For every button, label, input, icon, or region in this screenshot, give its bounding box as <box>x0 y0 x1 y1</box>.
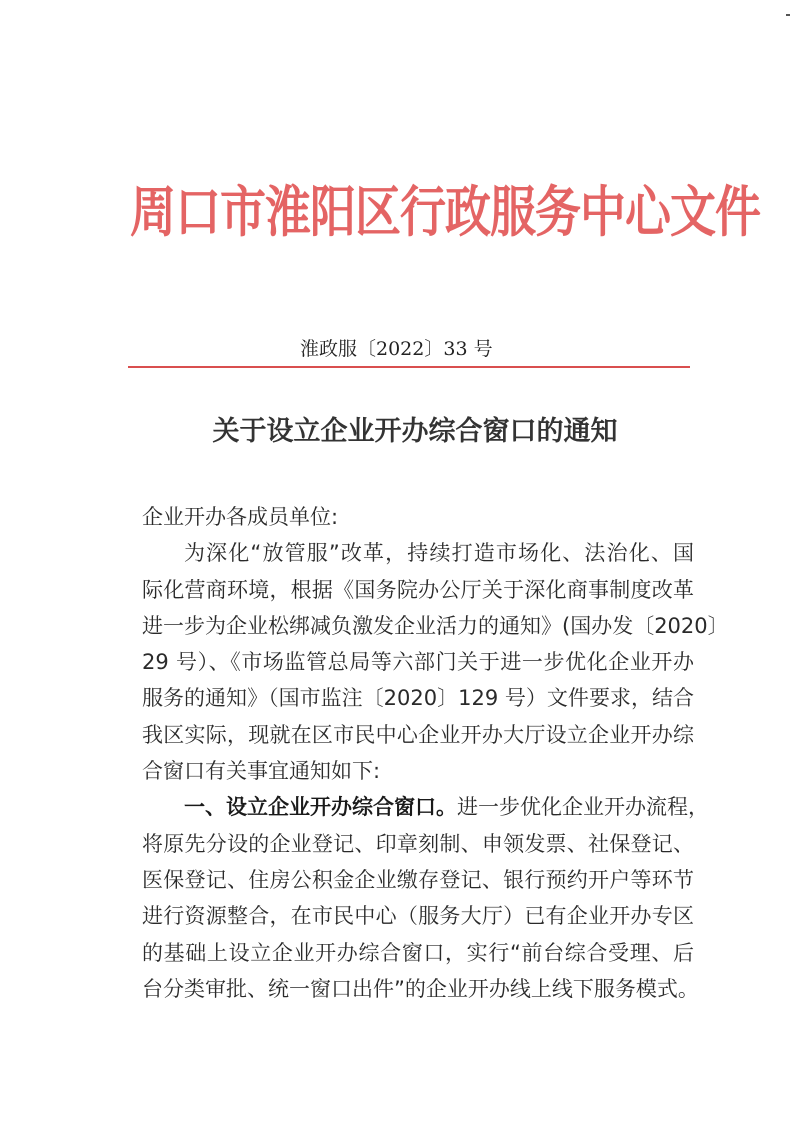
paragraph-line: 合窗口有关事宜通知如下: <box>142 759 381 784</box>
document-masthead: 周口市淮阳区行政服务中心文件 <box>130 179 760 245</box>
paragraph-line: 将原先分设的企业登记、印章刻制、申领发票、社保登记、 <box>142 831 694 856</box>
section-text: 进一步优化企业开办流程， <box>457 795 709 820</box>
section-heading: 一、设立企业开办综合窗口。 <box>184 795 457 820</box>
document-body <box>142 499 729 1007</box>
scan-mark <box>786 14 790 16</box>
paragraph-intro <box>142 535 729 789</box>
paragraph-line: 为深化“放管服”改革，持续打造市场化、法治化、国 <box>184 541 694 566</box>
salutation: 企业开办各成员单位: <box>142 505 339 529</box>
paragraph-line: 我区实际，现就在区市民中心企业开办大厅设立企业开办综 <box>142 722 694 747</box>
paragraph-line: 29 号）、《市场监管总局等六部门关于进一步优化企业开办 <box>142 650 694 675</box>
red-divider-line <box>128 366 690 368</box>
paragraph-section-1 <box>142 789 709 1007</box>
paragraph-line: 进行资源整合，在市民中心（服务大厅）已有企业开办专区 <box>142 904 694 929</box>
document-title: 关于设立企业开办综合窗口的通知 <box>212 416 618 447</box>
paragraph-line: 服务的通知》（国市监注〔2020〕129 号）文件要求，结合 <box>142 686 694 711</box>
paragraph-line <box>142 789 709 825</box>
paragraph-line: 台分类审批、统一窗口出件”的企业开办线上线下服务模式。 <box>142 976 699 1001</box>
paragraph-line: 的基础上设立企业开办综合窗口，实行“前台综合受理、后 <box>142 940 694 965</box>
paragraph-line: 医保登记、住房公积金企业缴存登记、银行预约开户等环节 <box>142 867 694 892</box>
document-number: 淮政服〔2022〕33 号 <box>300 338 493 360</box>
paragraph-line: 际化营商环境，根据《国务院办公厅关于深化商事制度改革 <box>142 577 694 602</box>
paragraph-line: 进一步为企业松绑减负激发企业活力的通知》(国办发〔2020〕 <box>142 613 729 638</box>
